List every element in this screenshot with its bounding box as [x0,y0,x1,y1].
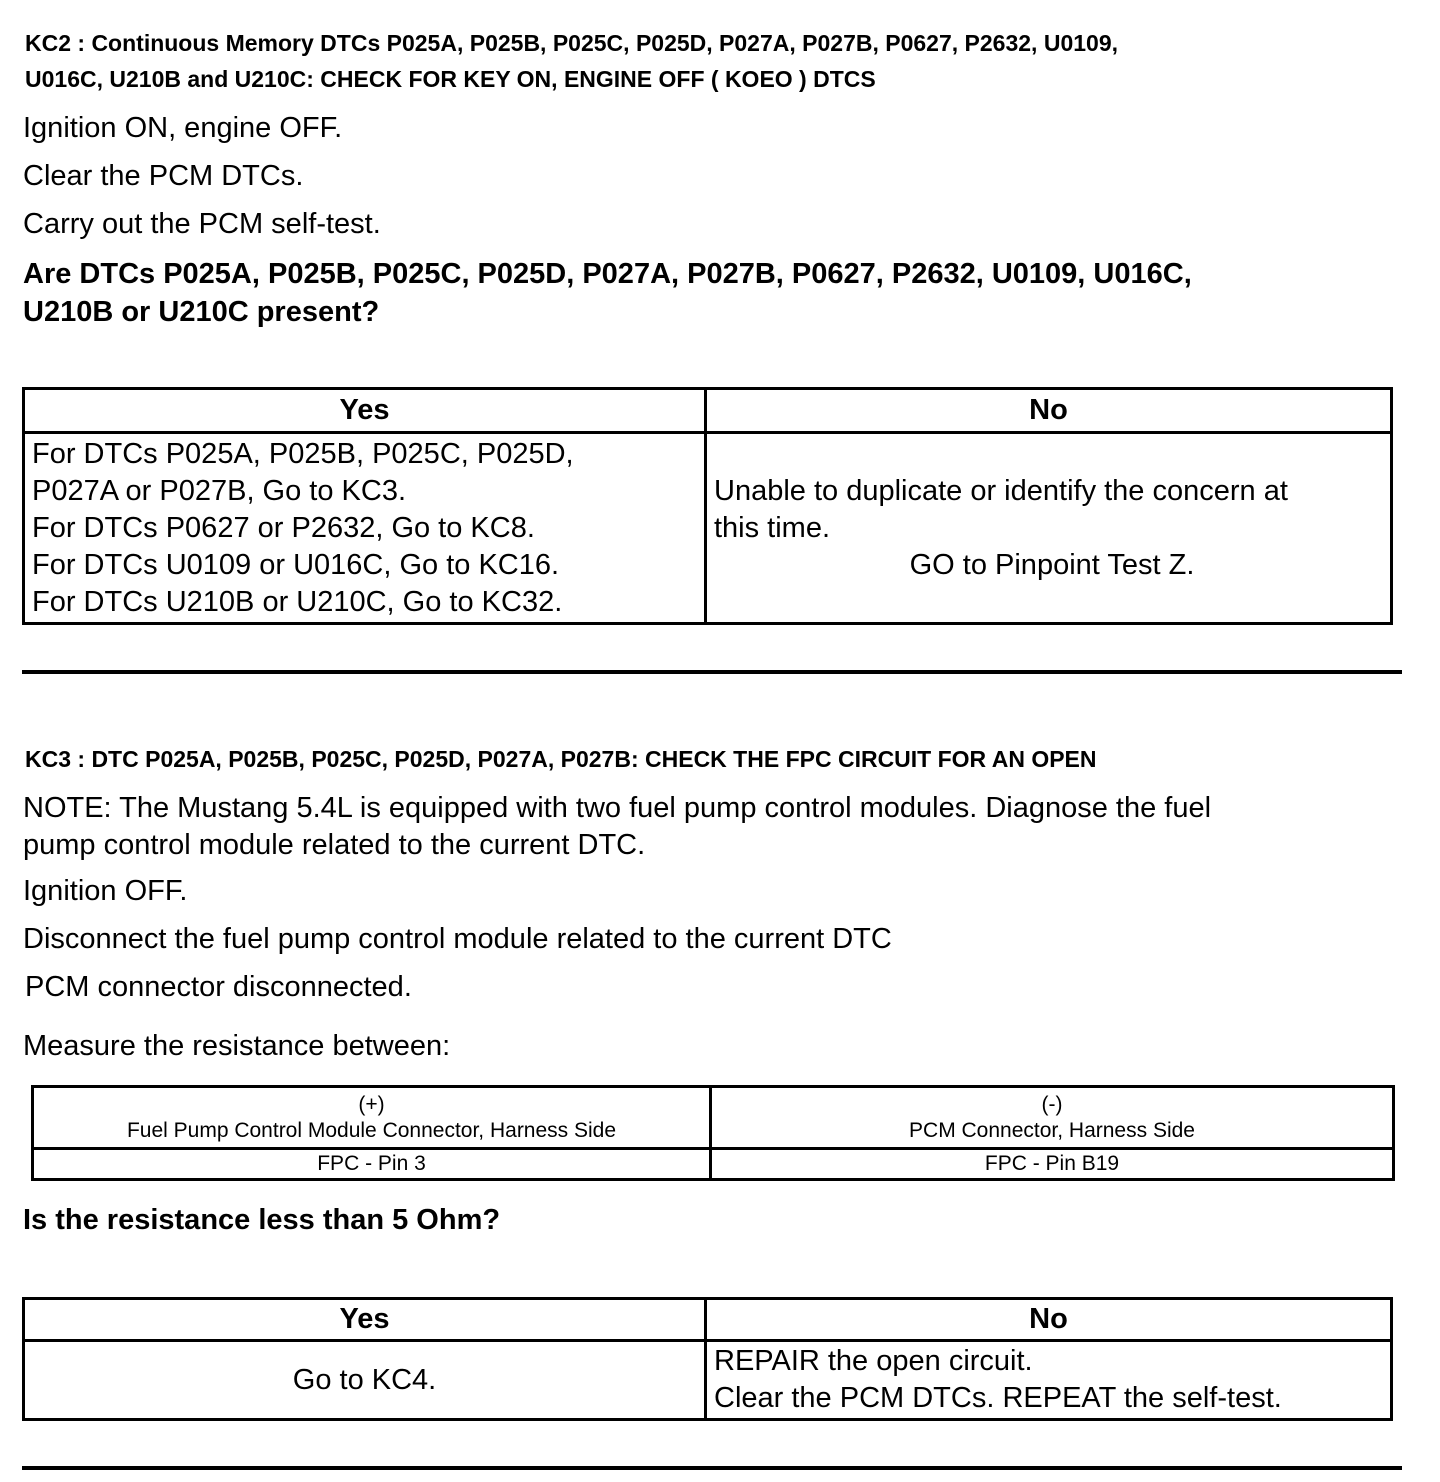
kc3-no-header: No [706,1299,1392,1341]
kc3-note-line1: NOTE: The Mustang 5.4L is equipped with two fuel pump control modules. Diagnose the fuel [23,792,1212,824]
section-divider-1 [22,670,1402,674]
kc3-step-3: PCM connector disconnected. [25,971,412,1003]
kc2-question-line2: U210B or U210C present? [23,296,380,328]
measure-positive-pin: FPC - Pin 3 [33,1149,711,1180]
kc3-step-1: Ignition OFF. [23,875,188,907]
kc2-yes-line-4: For DTCs U0109 or U016C, Go to KC16. [32,548,560,581]
kc2-no-line-2: this time. [714,511,831,544]
kc3-yes-cell: Go to KC4. [24,1341,706,1420]
measure-negative-sign: (-) [1041,1092,1063,1116]
kc2-heading-line2: U016C, U210B and U210C: CHECK FOR KEY ON, ENGINE OFF ( KOEO ) DTCS [25,66,876,92]
kc3-heading: KC3 : DTC P025A, P025B, P025C, P025D, P027A, P027B: CHECK THE FPC CIRCUIT FOR AN OPEN [25,746,1097,772]
kc3-measure-table [31,1085,1395,1181]
kc3-question: Is the resistance less than 5 Ohm? [23,1204,501,1236]
measure-negative-label: PCM Connector, Harness Side [909,1118,1195,1142]
kc2-question [23,255,1192,331]
kc2-yes-line-3: For DTCs P0627 or P2632, Go to KC8. [32,511,535,544]
kc2-yes-cell [24,433,706,624]
kc2-no-cell [706,433,1392,624]
kc2-step-2: Clear the PCM DTCs. [23,160,304,192]
kc2-no-line-1: Unable to duplicate or identify the concern at [714,474,1288,507]
kc3-no-line-2: Clear the PCM DTCs. REPEAT the self-test. [714,1382,1282,1414]
kc2-step-1: Ignition ON, engine OFF. [23,112,343,144]
measure-positive-label: Fuel Pump Control Module Connector, Harness Side [126,1118,617,1142]
kc2-no-action: GO to Pinpoint Test Z. [909,548,1195,581]
measure-positive-sign: (+) [358,1092,385,1116]
kc3-note [23,790,1211,864]
kc3-note-line2: pump control module related to the current DTC. [23,829,646,861]
kc2-heading-line1: KC2 : Continuous Memory DTCs P025A, P025B, P025C, P025D, P027A, P027B, P0627, P2632, U0109, [25,30,1118,56]
kc3-step-2: Disconnect the fuel pump control module related to the current DTC [23,923,892,955]
kc2-question-line1: Are DTCs P025A, P025B, P025C, P025D, P027A, P027B, P0627, P2632, U0109, U016C, [23,258,1192,290]
measure-negative-pin: FPC - Pin B19 [711,1149,1394,1180]
kc2-yes-header: Yes [24,389,706,433]
section-divider-2 [22,1466,1402,1470]
kc2-decision-table [22,387,1393,625]
kc3-decision-table [22,1297,1393,1421]
measure-positive-header [33,1087,711,1149]
kc2-yes-line-2: P027A or P027B, Go to KC3. [32,474,407,507]
measure-negative-header [711,1087,1394,1149]
kc2-step-3: Carry out the PCM self-test. [23,208,381,240]
kc2-heading [25,25,1118,97]
kc3-no-cell [706,1341,1392,1420]
kc2-no-header: No [706,389,1392,433]
kc3-no-line-1: REPAIR the open circuit. [714,1345,1033,1377]
kc2-yes-line-5: For DTCs U210B or U210C, Go to KC32. [32,585,563,618]
kc3-yes-header: Yes [24,1299,706,1341]
kc2-yes-line-1: For DTCs P025A, P025B, P025C, P025D, [32,437,574,470]
kc3-measure-intro: Measure the resistance between: [23,1030,451,1062]
